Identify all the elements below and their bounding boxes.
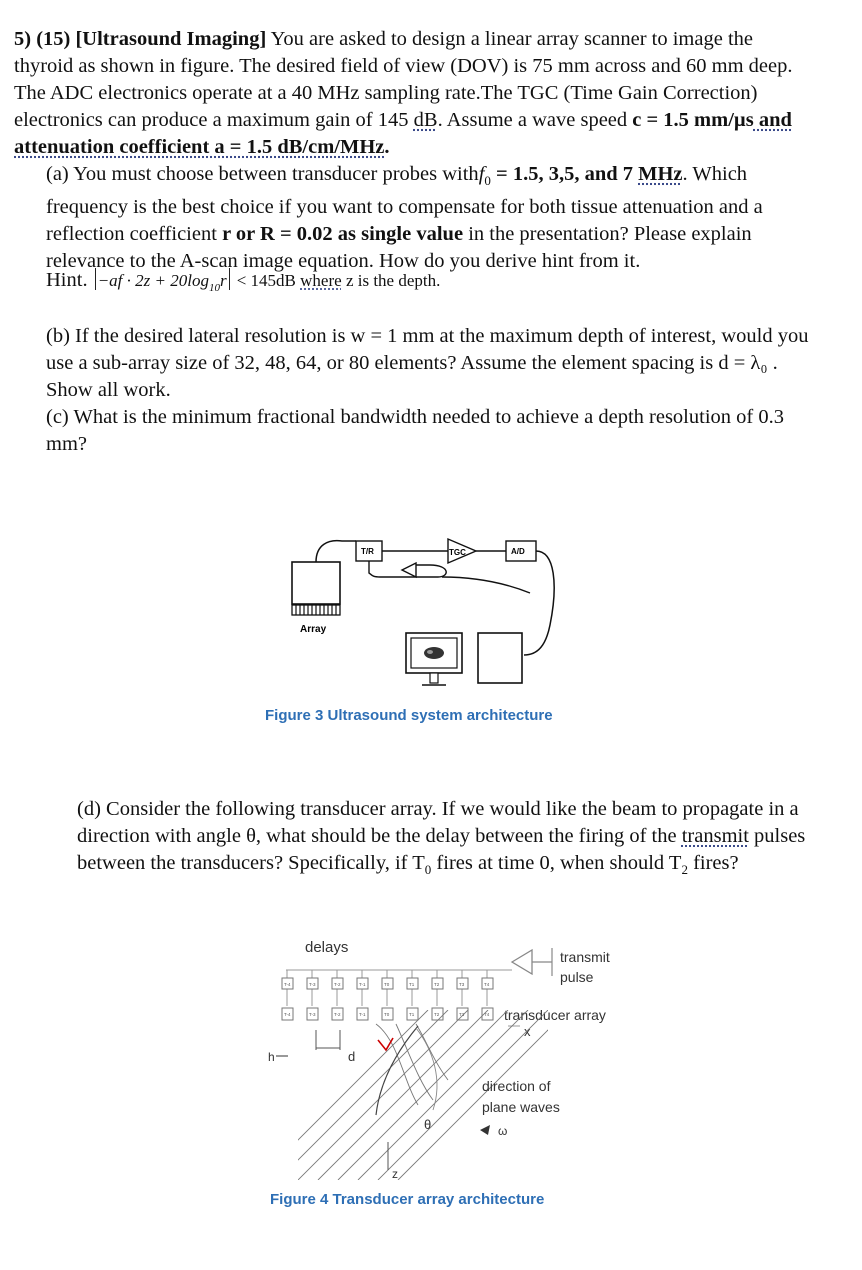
part-d	[77, 796, 822, 883]
transmit-label-2: pulse	[560, 969, 594, 985]
delay-box	[407, 970, 418, 1006]
array-box	[292, 562, 340, 604]
transducer-element-label: T4	[484, 1012, 490, 1017]
part-b: (b) If the desired lateral resolution is w = 1 mm at the maximum depth of interest, would you use a sub-array size of 32, 48, 64, or 80 elements? Assume the element spacing is d = λ₀ . Show all work.	[46, 325, 809, 401]
tr-label: T/R	[361, 547, 374, 556]
z-axis-label: z	[392, 1167, 398, 1180]
transducer-element	[282, 1008, 293, 1020]
wave-speed-value: = 1.5 mm/µs	[646, 109, 754, 131]
delays-label: delays	[305, 939, 349, 956]
part-d-transmit: transmit	[681, 825, 749, 847]
part-a	[46, 161, 816, 275]
delay-box-label: T2	[434, 982, 440, 987]
h-label: h	[268, 1050, 275, 1064]
transducer-element-label: T1	[409, 1012, 415, 1017]
part-c: (c) What is the minimum fractional bandwidth needed to achieve a depth resolution of 0.3 mm?	[46, 406, 784, 455]
figure-3-diagram	[280, 525, 580, 700]
frequency-values: = 1.5, 3,5, and 7	[496, 163, 639, 185]
part-a-text-1: (a) You must choose between transducer probes with	[46, 163, 479, 185]
delay-box-label: T3	[459, 982, 465, 987]
plane-waves	[258, 1010, 568, 1180]
transducer-array-label: transducer array	[504, 1007, 606, 1023]
hint-r: r	[219, 271, 227, 290]
part-a-text-3: in the presentation? Please explain relevance to the A-scan image equation. How do you derive hint from it.	[46, 223, 752, 273]
transducer-element	[407, 1008, 418, 1020]
transducer-element-label: T-4	[284, 1012, 291, 1017]
processor-box	[478, 633, 522, 683]
hint-expression: −af · 2z + 20log	[97, 271, 209, 290]
x-axis-label: x	[524, 1024, 531, 1039]
transmit-pulse-source	[512, 950, 532, 974]
direction-arrow-icon	[480, 1125, 490, 1135]
array-label: Array	[300, 624, 327, 635]
d-label: d	[348, 1049, 356, 1064]
theta-label: θ	[424, 1117, 432, 1132]
delay-box-label: T-2	[334, 982, 341, 987]
delay-box	[457, 970, 468, 1006]
figure-4-diagram	[258, 930, 638, 1180]
delay-box	[432, 970, 443, 1006]
transmit-label-1: transmit	[560, 949, 610, 965]
t0-subscript: 0	[424, 862, 432, 878]
part-d-text-1: (d) Consider the following transducer array. If we would like the beam to propagate in a direction with angle θ, what should be the delay between the firing of the	[77, 798, 799, 847]
part-a-text-2: . Which frequency is the best choice if you want to compensate for both tissue attenuation and a reflection coefficient	[46, 163, 763, 246]
delay-box-label: T-3	[309, 982, 316, 987]
transducer-element-label: T-3	[309, 1012, 316, 1017]
transducer-element	[307, 1008, 318, 1020]
attenuation-text: and attenuation coefficient a = 1.5 dB/cm/MHz	[14, 109, 792, 158]
intro-text-1: You are asked to design a linear array scanner to image the thyroid as shown in figure. The desired field of view (DOV) is 75 mm across and 60 mm deep. The ADC electronics operate at a 40 MHz sampling rate.The TGC (Time Gain Correction) electronics can produce a maximum gain of 145	[14, 28, 793, 131]
transducer-element	[357, 1008, 368, 1020]
transducer-element-label: T2	[434, 1012, 440, 1017]
hint-line	[46, 267, 746, 302]
transducer-element	[332, 1008, 343, 1020]
transducer-element-label: T-1	[359, 1012, 366, 1017]
omega-label: ω	[498, 1124, 508, 1138]
transmit-amplifier	[402, 563, 416, 577]
delay-box	[382, 970, 393, 1006]
ad-label: A/D	[511, 547, 525, 556]
delay-elements	[282, 970, 493, 1006]
hint-comparison: < 145dB	[236, 271, 301, 290]
reflection-coefficient: r or R = 0.02 as single value	[222, 223, 464, 246]
delay-box-label: T4	[484, 982, 490, 987]
red-wavelet-marker	[378, 1038, 393, 1050]
delay-box-label: T1	[409, 982, 415, 987]
intro-period: .	[384, 136, 390, 158]
direction-label-2: plane waves	[482, 1099, 560, 1115]
delay-box	[307, 970, 318, 1006]
monitor-image	[424, 647, 444, 659]
hint-label: Hint.	[46, 269, 88, 291]
delay-box	[332, 970, 343, 1006]
hint-log-base: 10	[208, 282, 220, 295]
f0-symbol: f	[478, 163, 485, 185]
figure-4-caption: Figure 4 Transducer array architecture	[270, 1191, 545, 1208]
hint-tail: z is the depth.	[341, 271, 441, 290]
delay-box	[282, 970, 293, 1006]
question-intro	[14, 26, 814, 161]
transducer-element-label: T3	[459, 1012, 465, 1017]
question-topic: [Ultrasound Imaging]	[75, 28, 267, 50]
figure-3-caption: Figure 3 Ultrasound system architecture	[265, 707, 553, 724]
direction-label-1: direction of	[482, 1078, 551, 1094]
transducer-element	[457, 1008, 468, 1020]
t2-subscript: 2	[681, 862, 688, 878]
question-points: (15)	[36, 28, 71, 50]
intro-db: dB	[413, 109, 438, 131]
f0-subscript: 0	[484, 173, 491, 189]
delay-box-label: T-4	[284, 982, 291, 987]
transducer-element-label: T0	[384, 1012, 390, 1017]
frequency-unit: MHz	[638, 163, 683, 185]
part-d-text-3: fires at time 0, when should T	[431, 852, 682, 874]
part-d-text-4: fires?	[687, 852, 739, 874]
transducer-element	[432, 1008, 443, 1020]
transducer-element	[382, 1008, 393, 1020]
delay-box-label: T0	[384, 982, 390, 987]
tgc-label: TGC	[449, 548, 466, 557]
hint-where: where	[300, 271, 342, 290]
wave-speed-symbol: c	[632, 109, 642, 131]
question-number: 5)	[14, 28, 32, 50]
delay-box	[357, 970, 368, 1006]
part-d-text-2: pulses between the transducers? Specifically, if T	[77, 825, 806, 874]
intro-text-2: . Assume a wave speed	[437, 109, 633, 131]
transducer-element-label: T-2	[334, 1012, 341, 1017]
delay-box	[482, 970, 493, 1006]
transducer-elements	[282, 1008, 493, 1020]
delay-box-label: T-1	[359, 982, 366, 987]
